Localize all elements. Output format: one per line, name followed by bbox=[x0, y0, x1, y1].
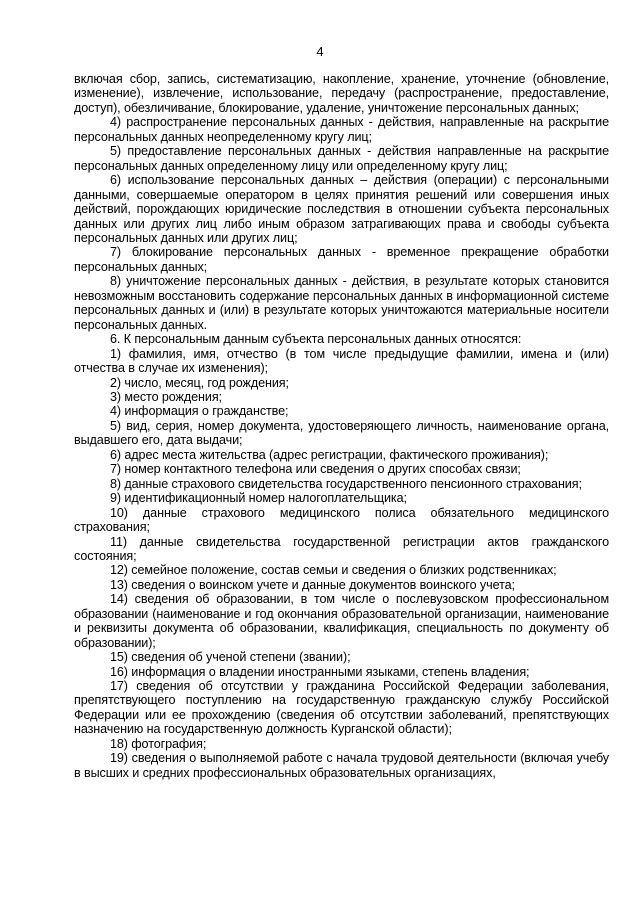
paragraph: 16) информация о владении иностранными языками, степень владения; bbox=[110, 664, 530, 679]
paragraph: 17) сведения об отсутствии у гражданина Российской Федерации заболевания, препятствующего поступлению на государственную гражданскую службу Российской Федерации или ее прохождению (сведения об отсутствии заболеваний, препятствующих назначению на государственную должность Курганской области); bbox=[74, 679, 609, 737]
paragraph: 4) информация о гражданстве; bbox=[110, 404, 289, 419]
paragraph: 3) место рождения; bbox=[110, 389, 222, 404]
paragraph: 2) число, месяц, год рождения; bbox=[110, 375, 289, 390]
paragraph: 1) фамилия, имя, отчество (в том числе предыдущие фамилии, имена и (или) отчества в случае их изменения); bbox=[74, 346, 609, 376]
paragraph: 5) вид, серия, номер документа, удостоверяющего личность, наименование органа, выдавшего его, дата выдачи; bbox=[74, 418, 609, 448]
paragraph: включая сбор, запись, систематизацию, накопление, хранение, уточнение (обновление, изменение), извлечение, использование, передачу (распространение, предоставление, доступ), обезличивание, блокирование, удаление, уничтожение персональных данных; bbox=[74, 72, 609, 115]
paragraph: 6. К персональным данным субъекта персональных данных относятся: bbox=[110, 332, 522, 347]
paragraph: 5) предоставление персональных данных - действия направленные на раскрытие персональных данных определенному лицу или определенному кругу лиц; bbox=[74, 144, 609, 173]
paragraph: 4) распространение персональных данных - действия, направленные на раскрытие персональных данных неопределенному кругу лиц; bbox=[74, 115, 609, 144]
document-body bbox=[74, 72, 609, 780]
paragraph: 14) сведения об образовании, в том числе о послевузовском профессиональном образовании (наименование и год окончания образовательной организации, наименование и реквизиты документа об образовании, квалификация, специальность по документу об образовании); bbox=[74, 592, 609, 650]
paragraph: 7) блокирование персональных данных - временное прекращение обработки персональных данных; bbox=[74, 245, 609, 274]
paragraph: 12) семейное положение, состав семьи и сведения о близких родственниках; bbox=[110, 563, 557, 578]
paragraph: 8) данные страхового свидетельства государственного пенсионного страхования; bbox=[110, 476, 582, 491]
paragraph: 11) данные свидетельства государственной регистрации актов гражданского состояния; bbox=[74, 534, 609, 563]
paragraph: 9) идентификационный номер налогоплательщика; bbox=[110, 491, 407, 506]
page-number: 4 bbox=[316, 44, 324, 59]
paragraph: 13) сведения о воинском учете и данные документов воинского учета; bbox=[110, 577, 515, 592]
paragraph: 6) использование персональных данных – действия (операции) с персональными данными, совершаемые оператором в целях принятия решений или совершения иных действий, порождающих юридические последствия в отношении субъекта персональных данных или других лиц либо иным образом затрагивающих права и свободы субъекта персональных данных или других лиц; bbox=[74, 173, 609, 245]
paragraph: 7) номер контактного телефона или сведения о других способах связи; bbox=[110, 462, 521, 477]
paragraph: 10) данные страхового медицинского полиса обязательного медицинского страхования; bbox=[74, 505, 609, 535]
paragraph: 8) уничтожение персональных данных - действия, в результате которых становится невозможным восстановить содержание персональных данных в информационной системе персональных данных и (или) в результате которых уничтожаются материальные носители персональных данных. bbox=[74, 274, 609, 332]
paragraph: 18) фотография; bbox=[110, 736, 207, 751]
paragraph: 15) сведения об ученой степени (звании); bbox=[110, 650, 351, 665]
paragraph: 6) адрес места жительства (адрес регистрации, фактического проживания); bbox=[110, 447, 549, 462]
paragraph: 19) сведения о выполняемой работе с начала трудовой деятельности (включая учебу в высших и средних профессиональных образовательных организациях, bbox=[74, 751, 609, 780]
